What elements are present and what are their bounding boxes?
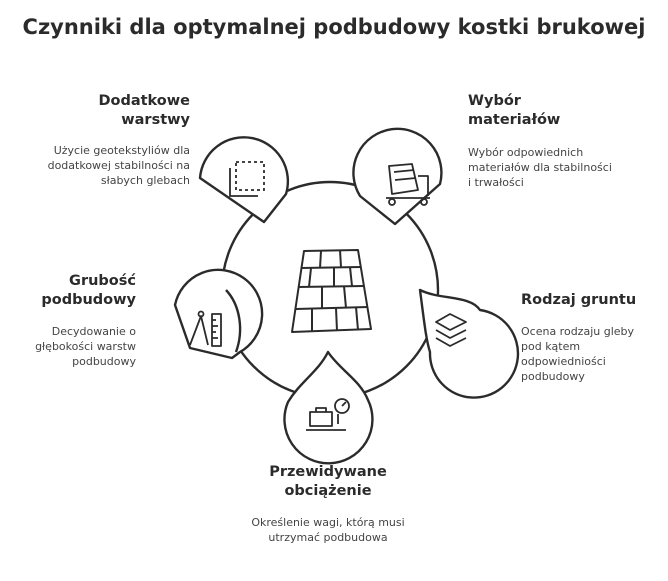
description-wybor-materialow: Wybór odpowiednich materiałów dla stabilności i trwałości [468,146,612,189]
heading-dodatkowe-warstwy: Dodatkowe warstwy [98,93,190,128]
description-rodzaj-gruntu: Ocena rodzaju gleby pod kątem odpowiedniości podbudowy [521,325,635,383]
heading-grubosc-podbudowy: Grubość podbudowy [41,273,136,308]
node-dodatkowe-warstwy [200,137,288,222]
diagram-title: Czynniki dla optymalnej podbudowy kostki brukowej [22,15,646,39]
description-przewidywane-obciazenie: Określenie wagi, którą musi utrzymać podbudowa [251,516,405,544]
heading-przewidywane-obciazenie: Przewidywane obciążenie [269,464,387,499]
node-grubosc-podbudowy [175,270,262,358]
heading-rodzaj-gruntu: Rodzaj gruntu [521,292,637,308]
heading-wybor-materialow: Wybór materiałów [468,93,561,128]
description-grubosc-podbudowy: Decydowanie o głębokości warstw podbudowy [35,325,136,368]
description-dodatkowe-warstwy: Użycie geotekstyliów dla dodatkowej stabilności na słabych glebach [47,144,190,187]
node-rodzaj-gruntu [420,290,518,398]
